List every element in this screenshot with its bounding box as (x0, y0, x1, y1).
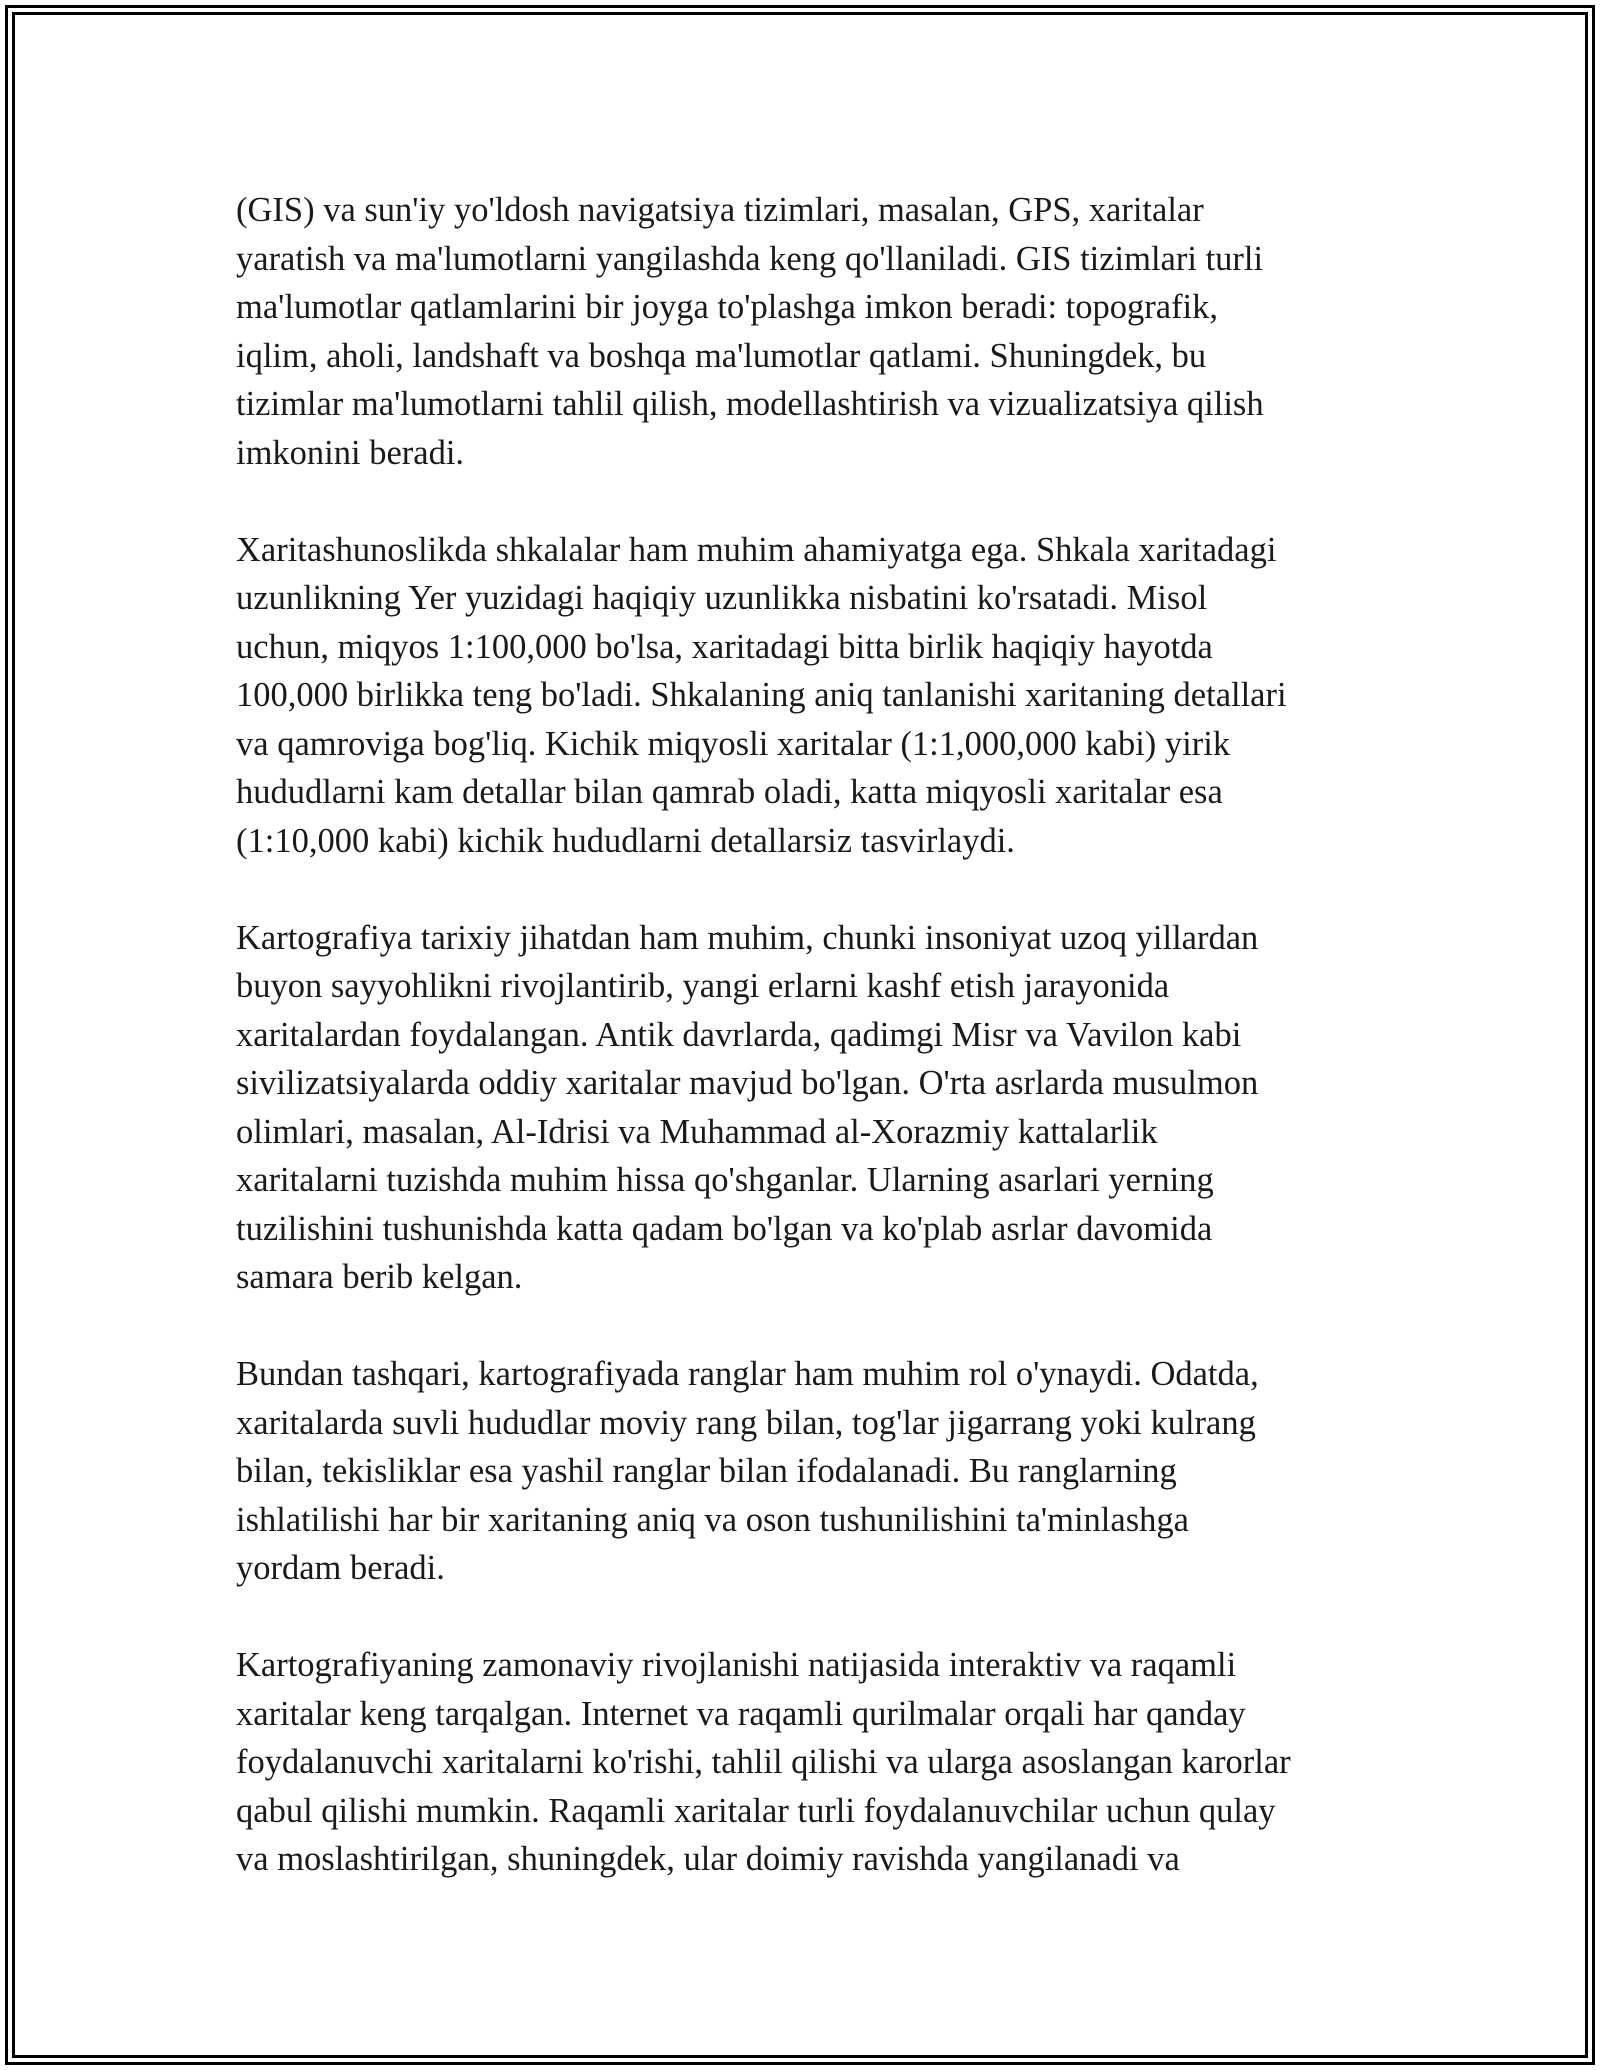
text-line: xaritalar keng tarqalgan. Internet va raqamli qurilmalar orqali har qanday (236, 1694, 1246, 1733)
text-line: ishlatilishi har bir xaritaning aniq va oson tushunilishini ta'minlashga (236, 1500, 1189, 1539)
text-line: Bundan tashqari, kartografiyada ranglar ham muhim rol o'ynaydi. Odatda, (236, 1355, 1259, 1393)
paragraph-digital-maps (236, 1641, 1376, 1884)
text-line: va moslashtirilgan, shuningdek, ular doimiy ravishda yangilanadi va (236, 1840, 1180, 1878)
text-line: (GIS) va sun'iy yo'ldosh navigatsiya tizimlari, masalan, GPS, xaritalar (236, 191, 1204, 229)
paragraph-map-colors (236, 1350, 1376, 1593)
text-line: olimlari, masalan, Al-Idrisi va Muhammad al-Xorazmiy kattalarlik (236, 1112, 1158, 1151)
text-line: yaratish va ma'lumotlarni yangilashda keng qo'llaniladi. GIS tizimlari turli (236, 239, 1264, 278)
text-line: hududlarni kam detallar bilan qamrab oladi, katta miqyosli xaritalar esa (236, 773, 1223, 811)
text-line: va qamroviga bog'liq. Kichik miqyosli xaritalar (1:1,000,000 kabi) yirik (236, 724, 1231, 763)
document-body (236, 186, 1376, 1884)
text-line: xaritalardan foydalangan. Antik davrlarda, qadimgi Misr va Vavilon kabi (236, 1015, 1242, 1054)
text-line: 100,000 birlikka teng bo'ladi. Shkalaning aniq tanlanishi xaritaning detallari (236, 676, 1287, 714)
text-line: (1:10,000 kabi) kichik hududlarni detallarsiz tasvirlaydi. (236, 821, 1015, 860)
text-line: xaritalarni tuzishda muhim hissa qo'shganlar. Ularning asarlari yerning (236, 1161, 1214, 1199)
text-line: uchun, miqyos 1:100,000 bo'lsa, xaritadagi bitta birlik haqiqiy hayotda (236, 627, 1213, 666)
text-line: sivilizatsiyalarda oddiy xaritalar mavjud bo'lgan. O'rta asrlarda musulmon (236, 1064, 1259, 1102)
paragraph-cartography-history (236, 914, 1376, 1302)
text-line: yordam beradi. (236, 1549, 445, 1587)
text-line: bilan, tekisliklar esa yashil ranglar bilan ifodalanadi. Bu ranglarning (236, 1452, 1177, 1490)
text-line: foydalanuvchi xaritalarni ko'rishi, tahlil qilishi va ularga asoslangan karorlar (236, 1743, 1291, 1781)
text-line: samara berib kelgan. (236, 1258, 523, 1296)
text-line: Kartografiya tarixiy jihatdan ham muhim, chunki insoniyat uzoq yillardan (236, 918, 1259, 957)
text-line: qabul qilishi mumkin. Raqamli xaritalar turli foydalanuvchilar uchun qulay (236, 1791, 1276, 1830)
text-line: buyon sayyohlikni rivojlantirib, yangi erlarni kashf etish jarayonida (236, 967, 1170, 1005)
text-line: Kartografiyaning zamonaviy rivojlanishi natijasida interaktiv va raqamli (236, 1646, 1237, 1684)
text-line: imkonini beradi. (236, 433, 465, 472)
text-line: Xaritashunoslikda shkalalar ham muhim ahamiyatga ega. Shkala xaritadagi (236, 530, 1277, 569)
text-line: ma'lumotlar qatlamlarini bir joyga to'plashga imkon beradi: topografik, (236, 288, 1219, 326)
text-line: tuzilishini tushunishda katta qadam bo'lgan va ko'plab asrlar davomida (236, 1209, 1213, 1248)
text-line: iqlim, aholi, landshaft va boshqa ma'lumotlar qatlami. Shuningdek, bu (236, 336, 1207, 375)
paragraph-map-scales (236, 526, 1376, 866)
paragraph-gis-systems (236, 186, 1376, 477)
text-line: uzunlikning Yer yuzidagi haqiqiy uzunlikka nisbatini ko'rsatadi. Misol (236, 579, 1208, 617)
text-line: tizimlar ma'lumotlarni tahlil qilish, modellashtirish va vizualizatsiya qilish (236, 385, 1264, 423)
text-line: xaritalarda suvli hududlar moviy rang bilan, tog'lar jigarrang yoki kulrang (236, 1403, 1256, 1442)
